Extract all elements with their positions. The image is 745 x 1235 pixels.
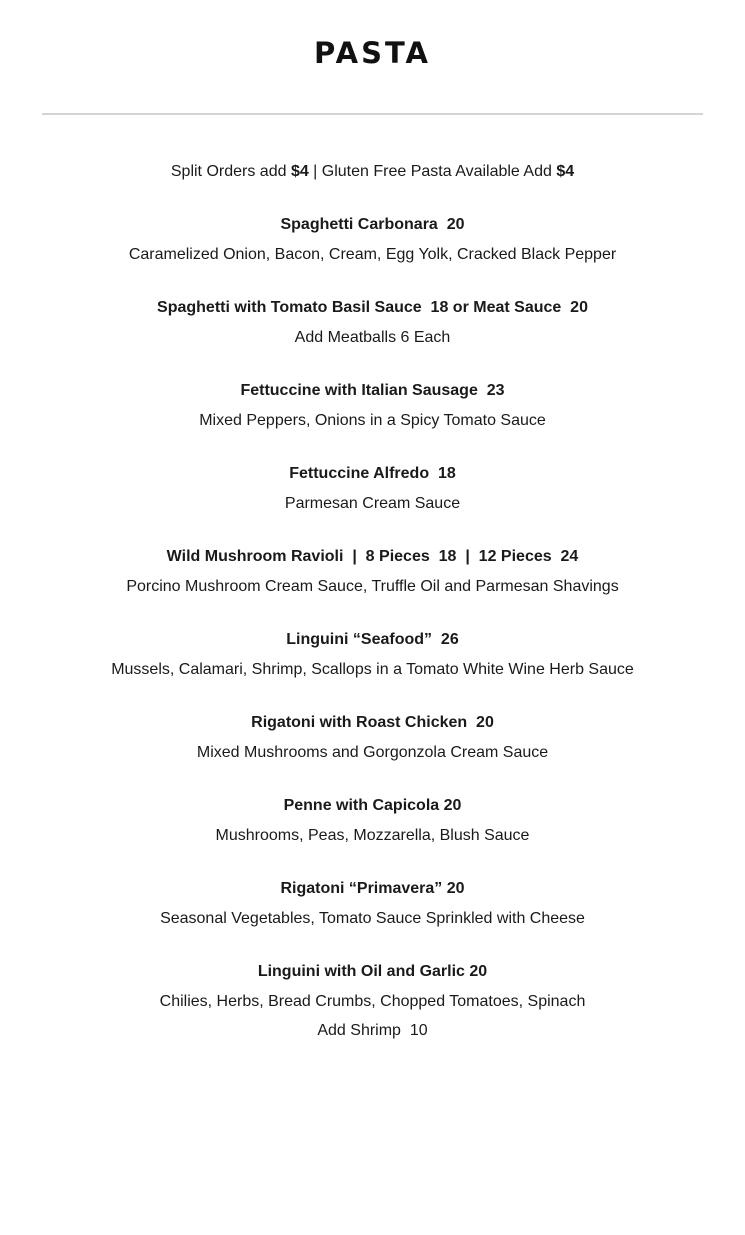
page-title: PASTA (314, 36, 431, 70)
menu-note (0, 158, 745, 186)
menu-item-name: Fettuccine with Italian Sausage 23 (240, 382, 505, 399)
note-text-split-orders: Split Orders add (170, 163, 291, 180)
menu-item-name: Fettuccine Alfredo 18 (289, 465, 456, 482)
note-gluten-free-price: $4 (556, 163, 575, 180)
menu-item (0, 211, 745, 269)
menu-item (0, 460, 745, 518)
menu-item (0, 377, 745, 435)
menu-item-name: Rigatoni “Primavera” 20 (280, 880, 465, 897)
menu-list (0, 158, 745, 1070)
menu-item-description: Porcino Mushroom Cream Sauce, Truffle Oil and Parmesan Shavings (126, 578, 619, 595)
menu-item (0, 792, 745, 850)
menu-item (0, 543, 745, 601)
menu-item (0, 958, 745, 1045)
menu-item-description: Mixed Mushrooms and Gorgonzola Cream Sauce (196, 744, 549, 761)
menu-item-name: Rigatoni with Roast Chicken 20 (251, 714, 494, 731)
menu-item-description: Mussels, Calamari, Shrimp, Scallops in a Tomato White Wine Herb Sauce (111, 661, 634, 678)
menu-item-name: Wild Mushroom Ravioli | 8 Pieces 18 | 12 Pieces 24 (166, 548, 579, 565)
note-split-price: $4 (290, 163, 309, 180)
menu-item-description: Mixed Peppers, Onions in a Spicy Tomato Sauce (199, 412, 546, 429)
menu-item-description: Caramelized Onion, Bacon, Cream, Egg Yolk, Cracked Black Pepper (128, 246, 617, 263)
menu-item-addon: Add Shrimp 10 (317, 1022, 428, 1039)
menu-item (0, 709, 745, 767)
menu-item-name: Linguini “Seafood” 26 (286, 631, 459, 648)
menu-item-description: Add Meatballs 6 Each (294, 329, 451, 346)
menu-item-description: Parmesan Cream Sauce (284, 495, 461, 512)
menu-item-name: Linguini with Oil and Garlic 20 (257, 963, 488, 980)
menu-item-description: Seasonal Vegetables, Tomato Sauce Sprinkled with Cheese (160, 910, 585, 927)
menu-item-name: Spaghetti Carbonara 20 (280, 216, 465, 233)
menu-item-description: Mushrooms, Peas, Mozzarella, Blush Sauce (215, 827, 530, 844)
menu-item (0, 875, 745, 933)
menu-item (0, 294, 745, 352)
title-divider (42, 113, 703, 115)
note-text-gluten-free: | Gluten Free Pasta Available Add (308, 163, 557, 180)
menu-item (0, 626, 745, 684)
menu-item-description: Chilies, Herbs, Bread Crumbs, Chopped Tomatoes, Spinach (159, 993, 586, 1010)
menu-item-name: Penne with Capicola 20 (283, 797, 462, 814)
menu-item-name: Spaghetti with Tomato Basil Sauce 18 or Meat Sauce 20 (157, 299, 588, 316)
